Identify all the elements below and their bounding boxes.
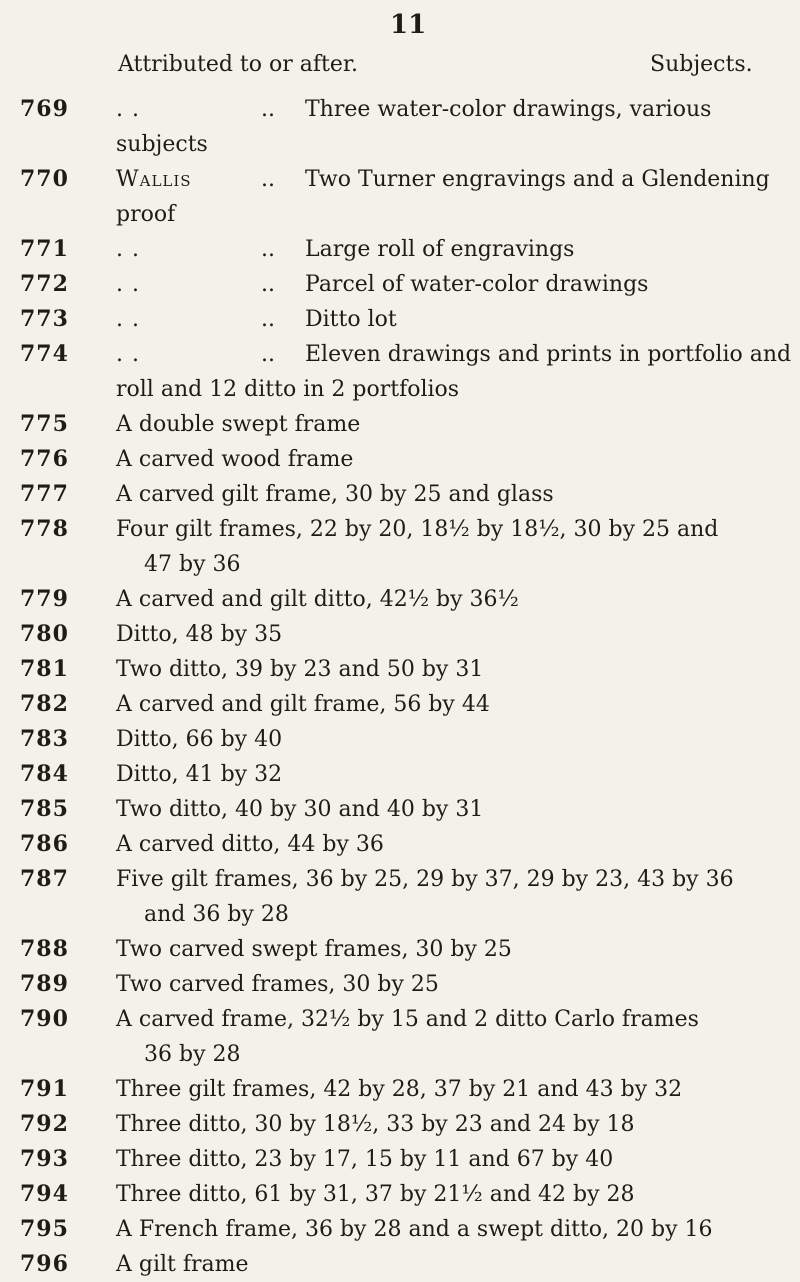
lot-text-continuation: and 36 by 28 — [144, 902, 289, 927]
lot-description — [116, 862, 800, 932]
lot-number: 771 — [20, 236, 69, 262]
catalogue-entry — [0, 1177, 800, 1212]
lot-number: 796 — [20, 1251, 69, 1277]
lot-number: 793 — [20, 1146, 69, 1172]
lot-text: Three ditto, 23 by 17, 15 by 11 and 67 by 40 — [116, 1147, 614, 1172]
catalogue-entry — [0, 967, 800, 1002]
lot-text: A carved and gilt ditto, 42½ by 36½ — [116, 587, 519, 612]
catalogue-entry — [0, 722, 800, 757]
lot-number: 777 — [20, 481, 69, 507]
lot-text: Five gilt frames, 36 by 25, 29 by 37, 29 by 23, 43 by 36 — [116, 867, 734, 892]
lot-number: 791 — [20, 1076, 69, 1102]
lot-text: A French frame, 36 by 28 and a swept ditto, 20 by 16 — [116, 1217, 713, 1242]
catalogue-entry — [0, 757, 800, 792]
lot-text: Ditto, 66 by 40 — [116, 727, 283, 752]
lot-number: 769 — [20, 96, 69, 122]
catalogue-entry — [0, 1247, 800, 1282]
lot-text: Two carved swept frames, 30 by 25 — [116, 937, 512, 962]
catalogue-entry — [0, 862, 800, 932]
catalogue-entry — [0, 827, 800, 862]
lot-number: 783 — [20, 726, 69, 752]
lot-number: 788 — [20, 936, 69, 962]
subject: Parcel of water-color drawings — [305, 272, 649, 297]
lot-number: 774 — [20, 341, 69, 367]
catalogue-entries — [0, 92, 800, 1282]
catalogue-entry — [0, 477, 800, 512]
catalogue-entry — [0, 582, 800, 617]
lot-description — [116, 1247, 800, 1282]
lot-text: A carved gilt frame, 30 by 25 and glass — [116, 482, 554, 507]
subject: Eleven drawings and prints in portfolio and roll and 12 ditto in 2 portfolios — [116, 342, 792, 402]
frames-list — [0, 407, 800, 1282]
separator: .. — [261, 272, 275, 297]
lot-text: Two ditto, 40 by 30 and 40 by 31 — [116, 797, 484, 822]
catalogue-entry — [0, 232, 800, 267]
catalogue-entry — [0, 687, 800, 722]
lot-number: 785 — [20, 796, 69, 822]
lot-description — [116, 1177, 800, 1212]
lot-description — [116, 967, 800, 1002]
attribution: . . — [116, 342, 140, 367]
lot-number: 790 — [20, 1006, 69, 1032]
lot-number: 775 — [20, 411, 69, 437]
lot-number: 784 — [20, 761, 69, 787]
lot-text: A carved ditto, 44 by 36 — [116, 832, 384, 857]
catalogue-entry — [0, 337, 800, 407]
lot-text: A double swept frame — [116, 412, 361, 437]
lot-number: 780 — [20, 621, 69, 647]
catalogue-entry — [0, 92, 800, 162]
lot-text: Three gilt frames, 42 by 28, 37 by 21 and 43 by 32 — [116, 1077, 683, 1102]
subject: Large roll of engravings — [305, 237, 575, 262]
lot-number: 789 — [20, 971, 69, 997]
lot-description — [116, 582, 800, 617]
lot-description — [116, 757, 800, 792]
attribution: . . — [116, 237, 140, 262]
catalogue-entry — [0, 162, 800, 232]
lot-description — [116, 512, 800, 582]
lot-description — [116, 1107, 800, 1142]
catalogue-entry — [0, 1142, 800, 1177]
lot-description — [116, 1002, 800, 1072]
lot-number: 778 — [20, 516, 69, 542]
separator: .. — [261, 342, 275, 367]
attribution: Wallis — [116, 167, 192, 192]
catalogue-entry — [0, 652, 800, 687]
lot-text: Three ditto, 30 by 18½, 33 by 23 and 24 by 18 — [116, 1112, 635, 1137]
attribution: . . — [116, 272, 140, 297]
lot-number: 782 — [20, 691, 69, 717]
lot-text: Two carved frames, 30 by 25 — [116, 972, 439, 997]
lot-number: 779 — [20, 586, 69, 612]
lot-number: 776 — [20, 446, 69, 472]
attribution: . . — [116, 307, 140, 332]
catalogue-entry — [0, 1107, 800, 1142]
catalogue-entry — [0, 792, 800, 827]
lot-description — [116, 652, 800, 687]
lot-number: 792 — [20, 1111, 69, 1137]
lot-text: Two ditto, 39 by 23 and 50 by 31 — [116, 657, 484, 682]
catalogue-entry — [0, 1212, 800, 1247]
lot-description — [116, 407, 800, 442]
lot-description — [116, 617, 800, 652]
lot-text-continuation: 47 by 36 — [144, 552, 241, 577]
lot-description — [116, 1212, 800, 1247]
lot-number: 781 — [20, 656, 69, 682]
lot-text: A carved wood frame — [116, 447, 354, 472]
subject: Two Turner engravings and a Glendening proof — [116, 167, 770, 227]
lot-description — [116, 722, 800, 757]
catalogue-entry — [0, 1072, 800, 1107]
lot-number: 786 — [20, 831, 69, 857]
column-header-subjects: Subjects. — [650, 52, 753, 77]
separator: .. — [261, 167, 275, 192]
lot-description — [116, 932, 800, 967]
catalogue-entry — [0, 512, 800, 582]
lot-number: 770 — [20, 166, 69, 192]
lot-text: Ditto, 41 by 32 — [116, 762, 283, 787]
catalogue-entry — [0, 407, 800, 442]
catalogue-entry — [0, 302, 800, 337]
page-number: 11 — [390, 10, 427, 40]
separator: .. — [261, 97, 275, 122]
lot-number: 795 — [20, 1216, 69, 1242]
subject: Ditto lot — [305, 307, 397, 332]
lot-description — [116, 792, 800, 827]
catalogue-entry — [0, 1002, 800, 1072]
lot-description — [116, 477, 800, 512]
catalogue-entry — [0, 267, 800, 302]
separator: .. — [261, 237, 275, 262]
column-header-attributed: Attributed to or after. — [118, 52, 358, 77]
catalogue-entry — [0, 617, 800, 652]
attribution: . . — [116, 97, 140, 122]
catalogue-entry — [0, 932, 800, 967]
catalogue-entry — [0, 442, 800, 477]
lot-text: Three ditto, 61 by 31, 37 by 21½ and 42 by 28 — [116, 1182, 635, 1207]
separator: .. — [261, 307, 275, 332]
lot-description — [116, 687, 800, 722]
lot-text: Ditto, 48 by 35 — [116, 622, 283, 647]
lot-description — [116, 442, 800, 477]
lot-text: A carved and gilt frame, 56 by 44 — [116, 692, 490, 717]
lot-text: A gilt frame — [116, 1252, 249, 1277]
lot-number: 787 — [20, 866, 69, 892]
lot-text: A carved frame, 32½ by 15 and 2 ditto Carlo frames — [116, 1007, 699, 1032]
lot-text: Four gilt frames, 22 by 20, 18½ by 18½, 30 by 25 and — [116, 517, 719, 542]
lot-number: 794 — [20, 1181, 69, 1207]
lot-number: 772 — [20, 271, 69, 297]
lot-description — [116, 827, 800, 862]
lot-text-continuation: 36 by 28 — [144, 1042, 241, 1067]
lot-number: 773 — [20, 306, 69, 332]
subject: Three water-color drawings, various subjects — [116, 97, 712, 157]
lot-description — [116, 1142, 800, 1177]
lot-description — [116, 1072, 800, 1107]
